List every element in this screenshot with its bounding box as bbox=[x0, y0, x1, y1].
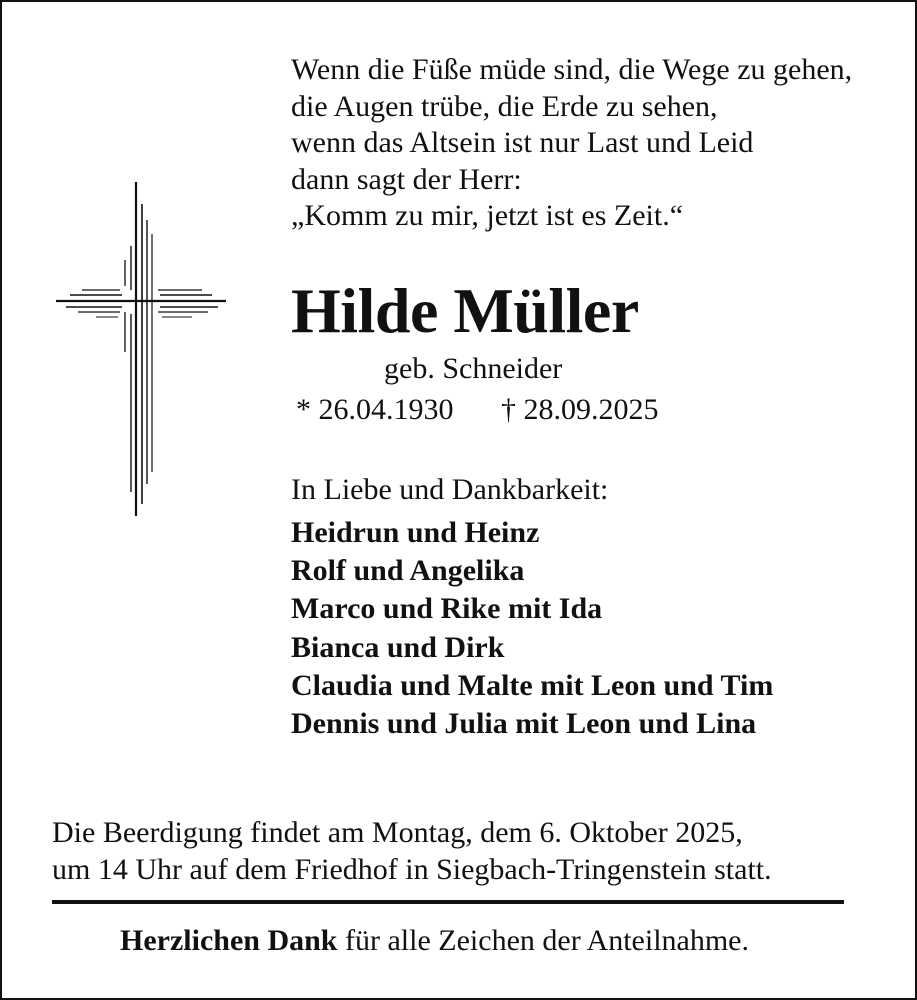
mourner-entry: Rolf und Angelika bbox=[291, 554, 525, 588]
mourner-entry: Claudia und Malte mit Leon und Tim bbox=[291, 668, 774, 702]
mourner-entry: Marco und Rike mit Ida bbox=[291, 592, 603, 626]
cross-icon bbox=[52, 182, 230, 520]
divider bbox=[52, 900, 844, 904]
mourner-entry: Heidrun und Heinz bbox=[291, 516, 540, 549]
life-dates bbox=[296, 393, 659, 427]
birth-date: * 26.04.1930 bbox=[296, 393, 454, 426]
thanks-rest: für alle Zeichen der Anteilnahme. bbox=[337, 924, 749, 957]
poem-line: „Komm zu mir, jetzt ist es Zeit.“ bbox=[291, 199, 684, 232]
poem-line: wenn das Altsein ist nur Last und Leid bbox=[291, 126, 754, 159]
funeral-info bbox=[52, 814, 772, 888]
deceased-name: Hilde Müller bbox=[291, 275, 639, 346]
mourner-entry: Bianca und Dirk bbox=[291, 630, 505, 664]
funeral-line: Die Beerdigung findet am Montag, dem 6. Oktober 2025, bbox=[52, 816, 743, 849]
death-date: † 28.09.2025 bbox=[501, 393, 659, 426]
poem-line: Wenn die Füße müde sind, die Wege zu gehen, bbox=[291, 53, 853, 86]
mourners-list bbox=[291, 514, 773, 743]
thanks-line bbox=[120, 924, 749, 958]
funeral-line: um 14 Uhr auf dem Friedhof in Siegbach-Tringenstein statt. bbox=[52, 853, 772, 886]
maiden-name: geb. Schneider bbox=[384, 352, 563, 385]
thanks-bold: Herzlichen Dank bbox=[120, 924, 338, 957]
gratitude-line: In Liebe und Dankbarkeit: bbox=[291, 473, 609, 506]
mourner-entry: Dennis und Julia mit Leon und Lina bbox=[291, 707, 757, 741]
poem-line: die Augen trübe, die Erde zu sehen, bbox=[291, 89, 718, 123]
poem bbox=[291, 52, 901, 235]
poem-line: dann sagt der Herr: bbox=[291, 162, 522, 196]
